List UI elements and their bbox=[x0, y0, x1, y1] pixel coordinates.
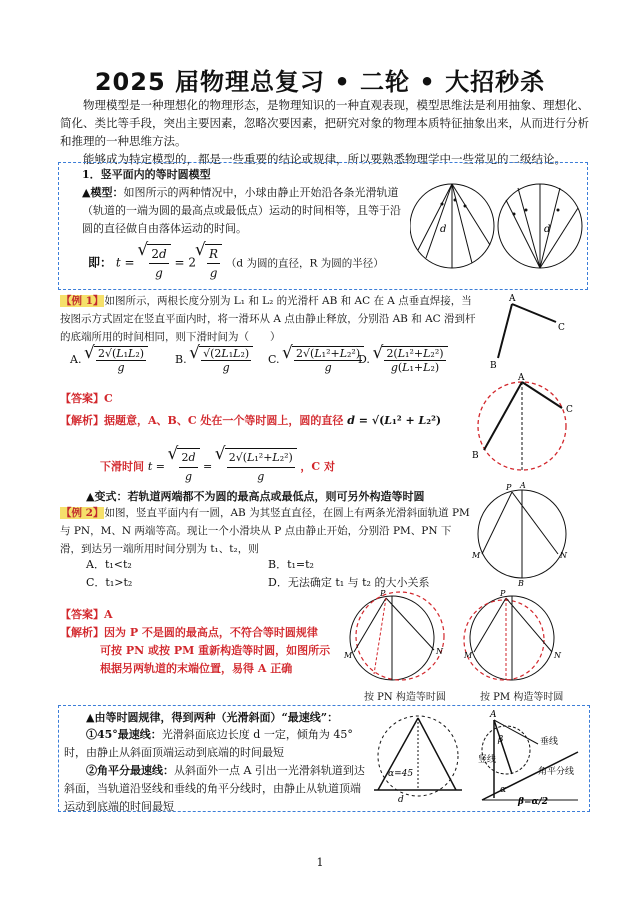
svg-text:A: A bbox=[490, 710, 497, 720]
example2-tag: 【例 2】 bbox=[61, 507, 104, 519]
example2-text: 【例 2】如图，竖直平面内有一圆，AB 为其竖直直径，在圆上有两条光滑斜面轨道 PM 与 PN，M、N 两端等高。现让一个小滑块从 P 点由静止开始，分别沿 PM、PN 下滑，到达另一端所用时间分别为 t₁、t₂，则 bbox=[60, 507, 470, 555]
angle-bisector-figure bbox=[478, 708, 584, 808]
example1-option-a[interactable]: A. √ $\frac{\text{2√(L₁L₂)}}{g}$ bbox=[70, 346, 148, 374]
page-title: 2025 届物理总复习 • 二轮 • 大招秒杀 bbox=[94, 68, 546, 96]
example2-circle-figure bbox=[470, 478, 580, 588]
model-text: 如图所示的两种情况中，小球由静止开始沿各条光滑轨道（轨道的一端为圆的最高点或最低点）运动的时间相等，且等于沿圆的直径做自由落体运动的时间。 bbox=[82, 186, 401, 235]
model-label: ▲模型： bbox=[82, 186, 124, 199]
box2-heading: ▲由等时圆规律，得到两种（光滑斜面）“最速线”： bbox=[86, 711, 339, 724]
svg-text:B: B bbox=[490, 361, 497, 371]
svg-text:B: B bbox=[472, 451, 479, 461]
svg-text:B: B bbox=[518, 579, 524, 588]
example1-option-b[interactable]: B. √ $\frac{\text{√(2L₁L₂)}}{g}$ bbox=[175, 346, 253, 374]
model-description bbox=[82, 184, 406, 238]
svg-text:C: C bbox=[566, 405, 573, 415]
example2-option-d[interactable]: D．无法确定 t₁ 与 t₂ 的大小关系 bbox=[268, 576, 430, 589]
svg-text:A: A bbox=[520, 481, 526, 490]
example2-option-c[interactable]: C．t₁>t₂ bbox=[86, 576, 133, 589]
example2-analysis: 【解析】因为 P 不是圆的最高点，不符合等时圆规律 bbox=[60, 626, 318, 639]
svg-text:A: A bbox=[518, 373, 525, 383]
intro-paragraph-1: 物理模型是一种理想化的物理形态，是物理知识的一种直观表现，模型思维法是利用抽象、理想化、简化、类比等手段，突出主要因素，忽略次要因素，把研究对象的物理本质特征抽象出来，从而进行分析和推理的一种思维方法。 bbox=[60, 98, 589, 148]
box2-item2: ②角平分最速线：从斜面外一点 A 引出一光滑斜轨道到达斜面，当轨道沿竖线和垂线的角平分线时，由静止从轨道顶端运动到底端的时间最短 bbox=[64, 764, 365, 813]
example2-solution-figures bbox=[340, 588, 580, 688]
example1-tag: 【例 1】 bbox=[61, 295, 104, 307]
formula-line: 即： t = √ $\frac{2d}{g}$ = 2 √ $\frac{R}{g}$ （d 为圆的直径，R 为圆的半径） bbox=[88, 244, 384, 282]
svg-text:垂线: 垂线 bbox=[540, 737, 559, 747]
svg-text:α: α bbox=[500, 785, 507, 795]
example1-answer: 【答案】C bbox=[60, 392, 113, 405]
box2-item1: ①45°最速线：光滑斜面底边长度 d 一定，倾角为 45°时，由静止从斜面顶端运动到底端的时间最短 bbox=[64, 728, 353, 759]
example1-option-c[interactable]: C. √ $\frac{\text{2√(L₁²+L₂²)}}{g}$ bbox=[268, 346, 364, 374]
formula-note: （d 为圆的直径，R 为圆的半径） bbox=[225, 257, 384, 270]
incline-45-figure bbox=[368, 712, 468, 804]
svg-text:d: d bbox=[398, 795, 404, 804]
caption-pn: 按 PN 构造等时圆 bbox=[364, 692, 446, 703]
svg-text:P: P bbox=[506, 483, 512, 492]
example1-rods-figure bbox=[490, 292, 580, 372]
variant-text: ▲变式：若轨道两端都不为圆的最高点或最低点，则可另外构造等时圆 bbox=[86, 490, 425, 503]
example1-time-formula: 下滑时间 t = √ $\frac{2d}{g}$ = √ $\frac{\text{2√(L₁²+L₂²)}}{g}$ ，C 对 bbox=[100, 448, 335, 486]
diameter-label-d: d bbox=[440, 224, 447, 235]
example2-option-a[interactable]: A．t₁<t₂ bbox=[86, 558, 132, 571]
svg-text:C: C bbox=[558, 323, 565, 333]
svg-text:竖线: 竖线 bbox=[478, 755, 497, 765]
example1-option-d[interactable]: D. √ $\frac{\text{2(L₁²+L₂²)}}{\text{g(L₁+L₂)}}$ bbox=[358, 346, 448, 374]
example1-text: 【例 1】如图所示，两根长度分别为 L₁ 和 L₂ 的光滑杆 AB 和 AC 在 A 点垂直焊接，当按图示方式固定在竖直平面内时，将一滑环从 A 点由静止释放，分别沿 AB 和 AC 滑到杆的底端所用的时间相同，则下滑时间为（ ） bbox=[60, 295, 476, 343]
svg-text:N: N bbox=[560, 551, 567, 560]
alpha-45-label: α=45 bbox=[388, 769, 414, 779]
svg-text:N: N bbox=[554, 651, 561, 660]
equal-time-circle-figures bbox=[410, 170, 585, 282]
svg-text:M: M bbox=[472, 551, 481, 560]
svg-text:β: β bbox=[498, 735, 504, 745]
example1-solution-figure bbox=[470, 372, 580, 482]
example2-option-b[interactable]: B．t₁=t₂ bbox=[268, 558, 314, 571]
example2-answer: 【答案】A bbox=[60, 608, 113, 621]
svg-text:d: d bbox=[544, 224, 551, 235]
page-number: 1 bbox=[316, 856, 324, 869]
svg-text:β=α/2: β=α/2 bbox=[518, 797, 548, 807]
svg-text:M: M bbox=[344, 651, 353, 660]
svg-text:P: P bbox=[380, 589, 386, 598]
svg-text:N: N bbox=[436, 647, 443, 656]
svg-text:P: P bbox=[500, 589, 506, 598]
svg-text:M: M bbox=[464, 651, 473, 660]
intro-paragraph-2: 能够成为特定模型的，都是一些重要的结论或规律，所以要熟悉物理学中一些常见的二级结论。 bbox=[83, 152, 566, 166]
example1-analysis: 【解析】据题意，A、B、C 处在一个等时圆上，圆的直径 d = √(L₁² + L₂²) bbox=[60, 414, 442, 427]
svg-text:A: A bbox=[509, 294, 516, 304]
section1-heading: 1．竖平面内的等时圆模型 bbox=[82, 168, 211, 181]
svg-text:角平分线: 角平分线 bbox=[538, 767, 575, 777]
caption-pm: 按 PM 构造等时圆 bbox=[480, 692, 564, 703]
